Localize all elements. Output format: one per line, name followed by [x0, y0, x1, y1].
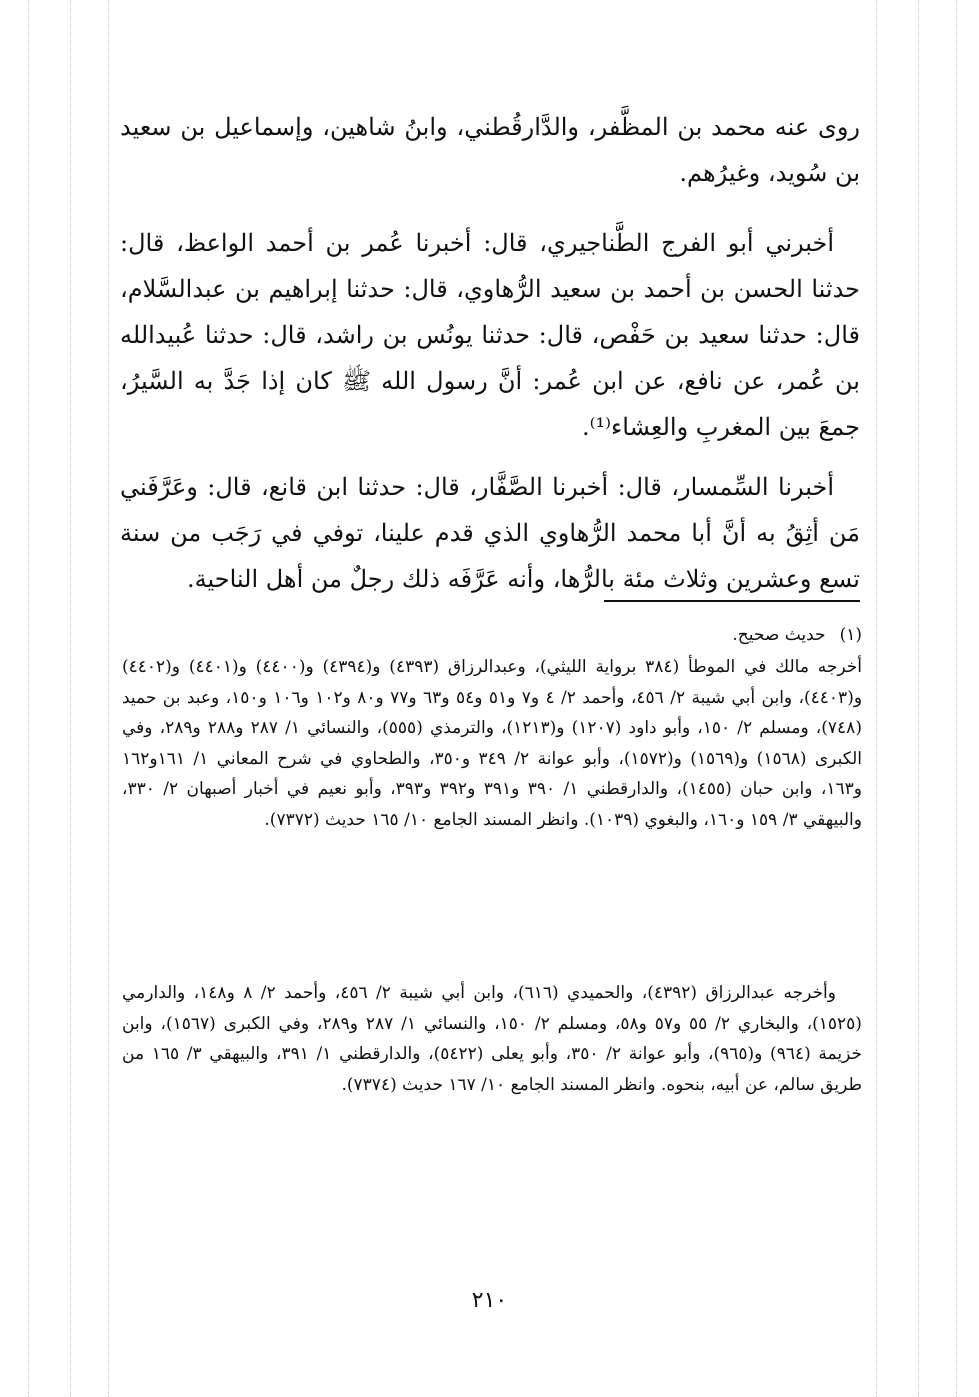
page-number: ٢١٠ [471, 1288, 508, 1313]
footnote-heading [122, 620, 862, 650]
body-paragraph: أخبرنا السِّمسار، قال: أخبرنا الصَّفَّار، قال: حدثنا ابن قانع، قال: وعَرَّفَني مَن أثِقُ به أنَّ أبا محمد الرُّهاوي الذي قدم علينا، توفي في رَجَب من سنة تسع وعشرين وثلاث مئة بالرُّها، وأنه عَرَّفَه ذلك رجلٌ من أهل الناحية. [120, 473, 860, 593]
body-paragraph: روى عنه محمد بن المظَّفر، والدَّارقُطني، وابنُ شاهين، وإسماعيل بن سعيد بن سُويد، وغيرُهم. [120, 113, 860, 187]
scan-margin-dots [70, 0, 71, 1397]
body-paragraph: أخبرني أبو الفرج الطَّناجيري، قال: أخبرنا عُمر بن أحمد الواعظ، قال: حدثنا الحسن بن أحمد بن سعيد الرُّهاوي، قال: حدثنا إبراهيم بن عبدالسَّلام، قال: حدثنا سعيد بن حَفْص، قال: حدثنا يونُس بن راشد، قال: حدثنا عُبيدالله بن عُمر، عن نافع، عن ابن عُمر: أنَّ رسول الله ﷺ كان إذا جَدَّ به السَّيرُ، جمعَ بين المغربِ والعِشاء⁽¹⁾. [120, 229, 861, 441]
footnote-heading-text: حديث صحيح. [732, 625, 826, 645]
footnote-paragraph: أخرجه مالك في الموطأ (٣٨٤ برواية الليثي)، وعبدالرزاق (٤٣٩٣) و(٤٣٩٤) و(٤٤٠٠) و(٤٤٠١) و(٤٤٠٢) و(٤٤٠٣)، وابن أبي شيبة ٢/ ٤٥٦، وأحمد ٢/ ٤ و٧ و٥١ و٥٤ و٦٣ و٧٧ و٨٠ و١٠٢ و١٠٦ و١٥٠، وعبد بن حميد (٧٤٨)، ومسلم ٢/ ١٥٠، وأبو داود (١٢٠٧) و(١٢١٣)، والترمذي (٥٥٥)، والنسائي ١/ ٢٨٧ و٢٨٨ و٢٨٩، وفي الكبرى (١٥٦٨) و(١٥٦٩) و(١٥٧٢)، وأبو عوانة ٢/ ٣٤٩ و٣٥٠، والطحاوي في شرح المعاني ١/ ١٦١و١٦٢ و١٦٣، وابن حبان (١٤٥٥)، والدارقطني ١/ ٣٩٠ و٣٩١ و٣٩٢ و٣٩٣، وأبو نعيم في أخبار أصبهان ٢/ ٣٣٠، والبيهقي ٣/ ١٥٩ و١٦٠، والبغوي (١٠٣٩). وانظر المسند الجامع ١٠/ ١٦٥ حديث (٧٣٧٢). [122, 657, 863, 830]
footnote-separator [604, 600, 860, 602]
footnote-paragraph: وأخرجه عبدالرزاق (٤٣٩٢)، والحميدي (٦١٦)، وابن أبي شيبة ٢/ ٤٥٦، وأحمد ٢/ ٨ و١٤٨، والدارمي (١٥٢٥)، والبخاري ٢/ ٥٥ و٥٧ و٥٨، ومسلم ٢/ ١٥٠، والنسائي ١/ ٢٨٧ و٢٨٩، وفي الكبرى (١٥٦٧)، وابن خزيمة (٩٦٤) و(٩٦٥)، وأبو عوانة ٢/ ٣٥٠، وأبو يعلى (٥٤٢٢)، والدارقطني ١/ ٣٩١، والبيهقي ٣/ ١٦٥ من طريق سالم، عن أبيه، بنحوه. وانظر المسند الجامع ١٠/ ١٦٧ حديث (٧٣٧٤). [122, 983, 862, 1095]
scan-margin-dots [28, 0, 29, 1397]
scan-margin-dots [108, 0, 109, 1397]
footnote-number: (١) [839, 625, 862, 645]
scan-margin-dots [956, 0, 957, 1397]
scan-margin-dots [876, 0, 877, 1397]
scan-margin-dots [918, 0, 919, 1397]
